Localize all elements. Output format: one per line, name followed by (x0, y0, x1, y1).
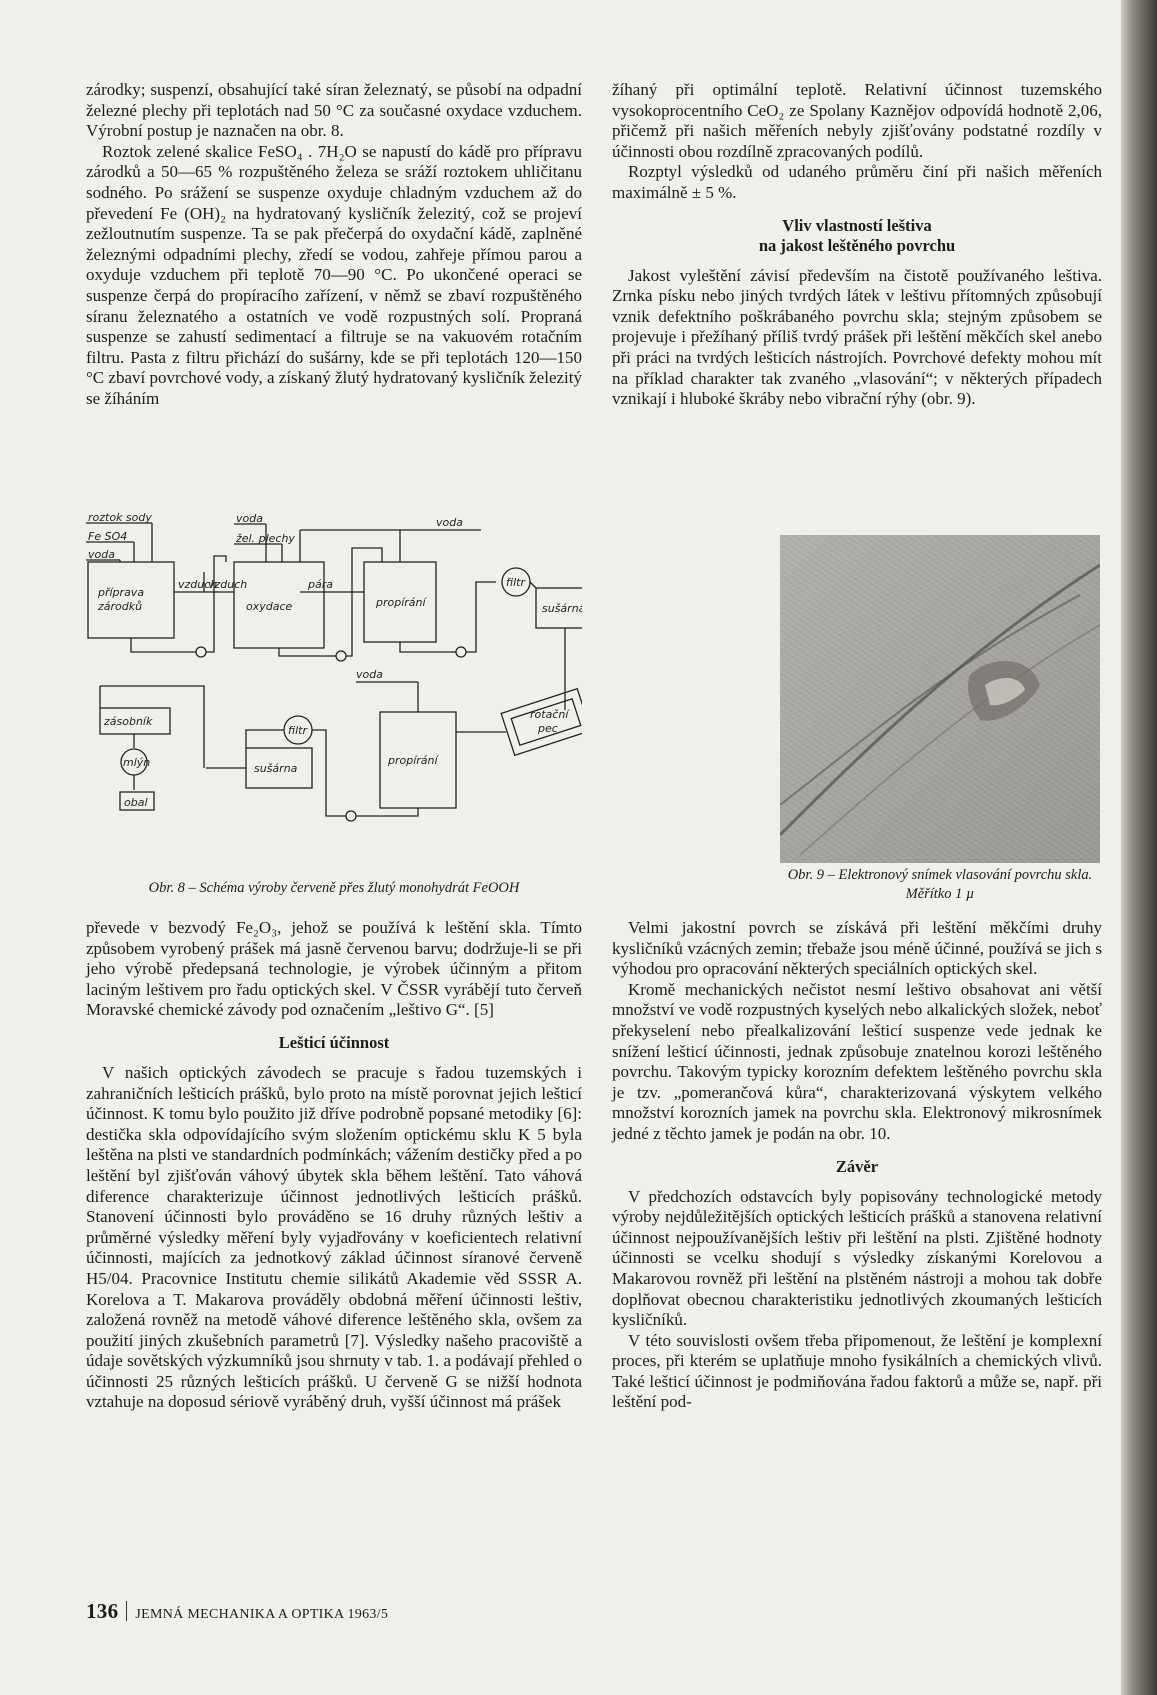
left-column-top (86, 80, 582, 410)
section-heading-vliv (612, 216, 1102, 256)
label-susarna: sušárna (542, 602, 582, 615)
paragraph: žíhaný při optimální teplotě. Relativní účinnost tuzemského vysokoprocentního CeO₂ ze Spolany Kaznějov odpovídá hodnotě 2,06, přičemž při našich měřeních nebyly zjišťovány podstatné rozdíly v účinnosti obou rozdílně zpracovaných podílů. (612, 80, 1102, 161)
heading-line: na jakost leštěného povrchu (758, 235, 956, 255)
label-zarodku: zárodků (98, 600, 143, 613)
paragraph: Jakost vyleštění závisí především na čistotě používaného leštiva. Zrnka písku nebo jiných tvrdých látek v leštivu přítomných způsobují vznik defektního poškrábaného povrchu skla; stejným způsobem se projevuje i přežíhaný příliš tvrdý prášek při leštění měkčích skel anebo při práci na tvrdých lešticích nástrojích. Povrchové defekty mohou mít na příklad charakter tak zvaného „vlasování“; v některých případech vznikají i hluboké škráby nebo vibrační rýhy (obr. 9). (612, 265, 1102, 409)
label-priprava: příprava (98, 586, 145, 599)
page-number: 136 (86, 1599, 119, 1623)
journal-name: JEMNÁ MECHANIKA A OPTIKA 1963/5 (135, 1607, 389, 1622)
label-filtr: filtr (506, 576, 525, 589)
section-heading-lestici-ucinnost: Lešticí účinnost (278, 1032, 390, 1052)
label-feso4: Fe SO4 (88, 530, 128, 543)
micrograph-image (780, 535, 1100, 863)
paragraph: převede v bezvodý Fe₂O₃, jehož se používá k leštění skla. Tímto způsobem vyrobený prášek má jasně červenou barvu; dodržuje-li se při jeho výrobě předepsaná technologie, je výrobek účinným a přitom laciným leštivem pro řadu optických skel. V ČSSR vyrábějí tuto červeň Moravské chemické závody pod označením „leštivo G“. [5] (86, 918, 582, 1020)
page-footer (86, 1599, 388, 1624)
label-propirani: propírání (376, 596, 426, 609)
figure-8-caption: Obr. 8 – Schéma výroby červeně přes žlutý monohydrát FeOOH (148, 880, 520, 896)
section-heading-zaver: Závěr (835, 1156, 879, 1176)
label-roztok-sody: roztok sody (88, 512, 152, 524)
paragraph: Roztok zelené skalice FeSO₄ . 7H₂O se napustí do kádě pro přípravu zárodků a 50—65 % rozpuštěného železa se sráží roztokem uhličitanu sodného. Po srážení se suspenze oxyduje chladným vzduchem až do převedení Fe (OH)₂ na hydratovaný kysličník železitý, což se projeví zežloutnutím suspenze. Ta se pak přečerpá do oxydační kádě, zaplněné železnými odpadními plechy, zředí se vodou, zahřeje přímou parou a oxyduje vzduchem při teplotě 70—90 °C. Po ukončené operaci se suspenze čerpá do propíracího zařízení, v němž se zbaví rozpuštěného síranu železnatého a ostatních ve vodě rozpustných solí. Propraná suspenze se zahustí sedimentací a filtruje se na vakuovém rotačním filtru. Pasta z filtru přichází do sušárny, kde se při teplotách 120—150 °C zbaví povrchové vody, a získaný žlutý hydratovaný kysličník železitý se žíháním (86, 141, 582, 408)
label-rotacni: rotační (530, 708, 569, 721)
label-voda: voda (88, 548, 115, 561)
label-mlyn: mlýn (123, 756, 151, 769)
label-obal: obal (124, 796, 148, 809)
paragraph: Rozptyl výsledků od udaného průměru činí při našich měřeních maximálně ± 5 %. (612, 162, 1102, 202)
paragraph: V předchozích odstavcích byly popisovány technologické metody výroby nejdůležitějších optických lešticích prášků a stanovena relativní účinnost nejpoužívanějších leštiv při leštění na plsti. Zjištěné hodnoty účinnosti se vcelku shodují s výsledky získanými Korelovou a Makarovou rovněž při leštění na plstěném nástroji a mohou tak dobře doplňovat obecnou charakteristiku jednotlivých zkoumaných lešticích kysličníků. (612, 1186, 1102, 1330)
footer-divider (126, 1601, 127, 1621)
label-oxydace: oxydace (246, 600, 293, 613)
paragraph: V našich optických závodech se pracuje s řadou tuzemských i zahraničních lešticích prášků, bylo proto na místě porovnat jejich lešticí účinnost. K tomu bylo použito již dříve podrobně popsané metodiky [6]: destička skla odpovídajícího svým složením optickému sklu K 5 byla leštěna na plsti ve standardních podmínkách; vážením destičky před a po leštění byl zjišťován váhový úbytek skla během leštění. Tato váhová diference charakterizuje účinnost jednotlivých lešticích prášků. Stanovení účinnosti bylo prováděno se 16 druhy různých leštiv a průměrné výsledky měření byly vyjadřovány v koeficientech relativní účinnosti, majících za jednotkový základ účinnost síranové červeně H5/04. Pracovnice Institutu chemie silikátů Akademie věd SSSR A. Korelova a T. Makarova prováděly obdobná měření účinnosti leštiv, založená rovněž na metodě váhové diference leštěného skla, ovšem za použití jiných zkušebních parametrů [7]. Výsledky našeho pracoviště a údaje sovětských výzkumníků jsou shrnuty v tab. 1. a podávají přehled o účinnosti 25 různých lešticích prášků. U červeně G se nižší hodnota vztahuje na doposud sériově vyráběný druh, vyšší účinnost má prášek (86, 1062, 582, 1412)
figure-9-micrograph (780, 535, 1100, 863)
paragraph: zárodky; suspenzí, obsahující také síran železnatý, se působí na odpadní železné plechy při teplotách nad 50 °C za současné oxydace vzduchem. Výrobní postup je naznačen na obr. 8. (86, 80, 582, 141)
heading-line: Vliv vlastností leštiva (782, 215, 932, 235)
right-column-top (612, 80, 1102, 410)
process-diagram (86, 512, 582, 872)
label-voda: voda (236, 512, 263, 525)
paragraph: V této souvislosti ovšem třeba připomenout, že leštění je komplexní proces, při kterém se uplatňuje mnoho fysikálních a chemických vlivů. Také lešticí účinnost je podmiňována řadou faktorů a může se, např. při leštění pod- (612, 1330, 1102, 1412)
label-vzduch: vzduch (178, 578, 218, 591)
figure-8-schematic (86, 512, 582, 872)
label-voda: voda (436, 516, 463, 529)
figure-9-caption: Obr. 9 – Elektronový snímek vlasování povrchu skla. Měřítko 1 µ (787, 867, 1093, 902)
label-vzduch: vzduch (208, 578, 248, 591)
label-para: pára (308, 578, 333, 591)
page-edge-shadow (1121, 0, 1157, 1695)
label-zel-plechy: žel. plechy (236, 532, 295, 545)
label-propirani: propírání (388, 754, 438, 767)
left-column-bottom (86, 918, 582, 1413)
label-voda: voda (356, 668, 383, 681)
label-filtr: filtr (288, 724, 307, 737)
paragraph: Velmi jakostní povrch se získává při leštění měkčími druhy kysličníků vzácných zemin; třebaže jsou méně účinné, používá se jich s výhodou pro opracování některých speciálních optických skel. (612, 918, 1102, 979)
paragraph: Kromě mechanických nečistot nesmí leštivo obsahovat ani větší množství ve vodě rozpustných kyselých nebo alkalických složek, neboť překyselení nebo přealkalizování lešticí suspenze vede jednak ke snížení lešticí účinnosti, jednak způsobuje znatelnou korozi leštěného povrchu. Takovým typicky korozním defektem leštěného povrchu skla je tzv. „pomerančová kůra“, charakterizovaná výskytem velkého množství korozních jamek na povrchu skla. Elektronový mikrosnímek jedné z těchto jamek je podán na obr. 10. (612, 979, 1102, 1143)
label-susarna: sušárna (254, 762, 298, 775)
label-pec: pec (538, 722, 558, 735)
label-zasobnik: zásobník (104, 715, 153, 728)
right-column-bottom (612, 918, 1102, 1413)
